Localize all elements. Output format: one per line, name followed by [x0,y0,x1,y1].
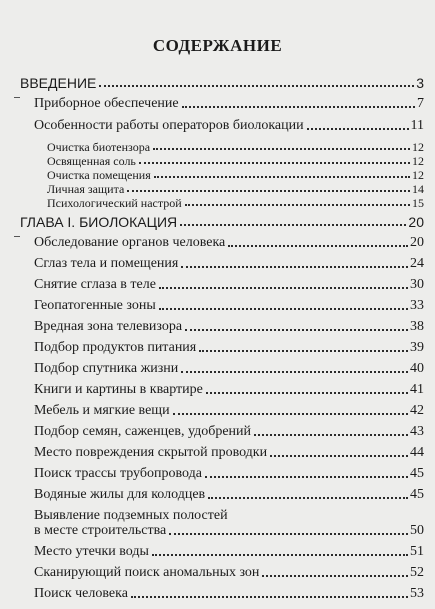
toc-entry-label: Водяные жилы для колодцев [34,487,206,502]
toc-entry-page: 12 [412,168,424,182]
toc-entry-label: Место утечки воды [34,544,149,559]
dot-leader [307,128,409,130]
toc-entry[interactable] [34,383,424,397]
dot-leader [262,575,408,577]
toc-entry[interactable] [34,362,424,376]
section-rule [14,236,20,237]
toc-entry[interactable] [34,320,424,334]
toc-entry-page: 12 [412,154,424,168]
toc-entry-page: 44 [410,445,424,460]
toc-subentry[interactable] [47,155,424,167]
dot-leader [185,329,408,331]
toc-entry-label: Поиск трассы трубопровода [34,466,202,481]
toc-entry-page: 40 [410,361,424,376]
dot-leader [99,85,414,87]
toc-entry-page: 38 [410,319,424,334]
dot-leader [181,371,408,373]
dot-leader [139,162,410,164]
toc-entry[interactable] [34,404,424,418]
toc-entry-introduction[interactable] [20,76,424,90]
toc-entry-page: 12 [412,140,424,154]
toc-entry-label: Подбор семян, саженцев, удобрений [34,424,252,439]
toc-entry-chapter-1[interactable] [20,215,424,229]
toc-entry-page: 20 [408,214,424,230]
dot-leader [159,308,408,310]
toc-entry[interactable] [34,257,424,271]
dot-leader [169,533,408,535]
toc-entry[interactable] [34,119,424,133]
toc-entry[interactable] [34,341,424,355]
toc-entry-label: Поиск человека [34,586,128,601]
toc-entry[interactable] [34,566,424,580]
toc-entry-page: 15 [412,196,424,210]
toc-entry-label: Мебель и мягкие вещи [34,403,170,418]
toc-subentry[interactable] [47,197,424,209]
toc-entry-page: 43 [410,424,424,439]
dot-leader [254,434,408,436]
toc-entry[interactable] [34,545,424,559]
toc-entry-page: 14 [412,182,424,196]
toc-entry[interactable] [34,488,424,502]
toc-entry[interactable] [34,587,424,601]
toc-entry-label: Подбор спутника жизни [34,361,179,376]
dot-leader [270,455,408,457]
toc-entry-label: ГЛАВА I. БИОЛОКАЦИЯ [20,214,178,230]
toc-entry-page: 52 [410,565,424,580]
dot-leader [180,224,406,226]
section-rule [14,97,20,98]
dot-leader [181,266,408,268]
toc-entry-label: Особенности работы операторов биолокации [34,118,304,133]
toc-entry-page: 41 [410,382,424,397]
toc-entry-label: Психологический настрой [47,196,182,210]
dot-leader [206,392,408,394]
toc-entry-label: Книги и картины в квартире [34,382,203,397]
toc-entry[interactable] [34,446,424,460]
page-title: СОДЕРЖАНИЕ [152,36,283,55]
toc-subentry[interactable] [47,141,424,153]
toc-entry-label: Вредная зона телевизора [34,319,183,334]
toc-entry[interactable] [34,97,424,111]
toc-entry-page: 42 [410,403,424,418]
toc-entry-label: Сканирующий поиск аномальных зон [34,565,260,580]
dot-leader [153,148,410,150]
dot-leader [159,287,408,289]
dot-leader [228,245,408,247]
toc-entry-label: Место повреждения скрытой проводки [34,445,268,460]
toc-entry-page: 3 [416,75,424,91]
toc-entry-page: 7 [417,96,424,111]
toc-entry-page: 24 [410,256,424,271]
dot-leader [127,190,410,192]
dot-leader [154,176,410,178]
toc-entry-page: 39 [410,340,424,355]
toc-entry[interactable] [34,299,424,313]
toc-entry-label: ВВЕДЕНИЕ [20,75,97,91]
toc-entry-page: 51 [410,544,424,559]
dot-leader [208,497,408,499]
toc-entry-label: Подбор продуктов питания [34,340,197,355]
toc-entry-label: Сглаз тела и помещения [34,256,179,271]
toc-entry-page: 11 [410,118,424,133]
toc-entry-page: 45 [410,466,424,481]
toc-entry-label: Очистка помещения [47,168,151,182]
dot-leader [131,596,408,598]
toc-entry-label: Личная защита [47,182,125,196]
toc-entry-page: 45 [410,487,424,502]
dot-leader [182,106,415,108]
toc-entry-page: 53 [410,586,424,601]
toc-entry-label: Очистка биотензора [47,140,151,154]
toc-entry-label: Выявление подземных полостей [34,508,228,523]
toc-entry-page: 33 [410,298,424,313]
toc-entry-label: Обследование органов человека [34,235,226,250]
dot-leader [152,554,408,556]
toc-entry[interactable] [34,278,424,292]
toc-entry-label: Снятие сглаза в теле [34,277,156,292]
toc-subentry[interactable] [47,169,424,181]
dot-leader [173,413,408,415]
toc-entry-label: Геопатогенные зоны [34,298,156,313]
toc-entry-page: 30 [410,277,424,292]
toc-entry-label: в месте строительства [34,523,167,538]
toc-entry[interactable] [34,467,424,481]
toc-entry[interactable] [34,236,424,250]
toc-entry-page: 20 [410,235,424,250]
toc-entry[interactable] [34,425,424,439]
dot-leader [185,204,410,206]
toc-entry-page: 50 [410,523,424,538]
dot-leader [205,476,408,478]
toc-entry-label: Приборное обеспечение [34,96,179,111]
toc-subentry[interactable] [47,183,424,195]
dot-leader [199,350,408,352]
toc-entry-label: Освященная соль [47,154,136,168]
